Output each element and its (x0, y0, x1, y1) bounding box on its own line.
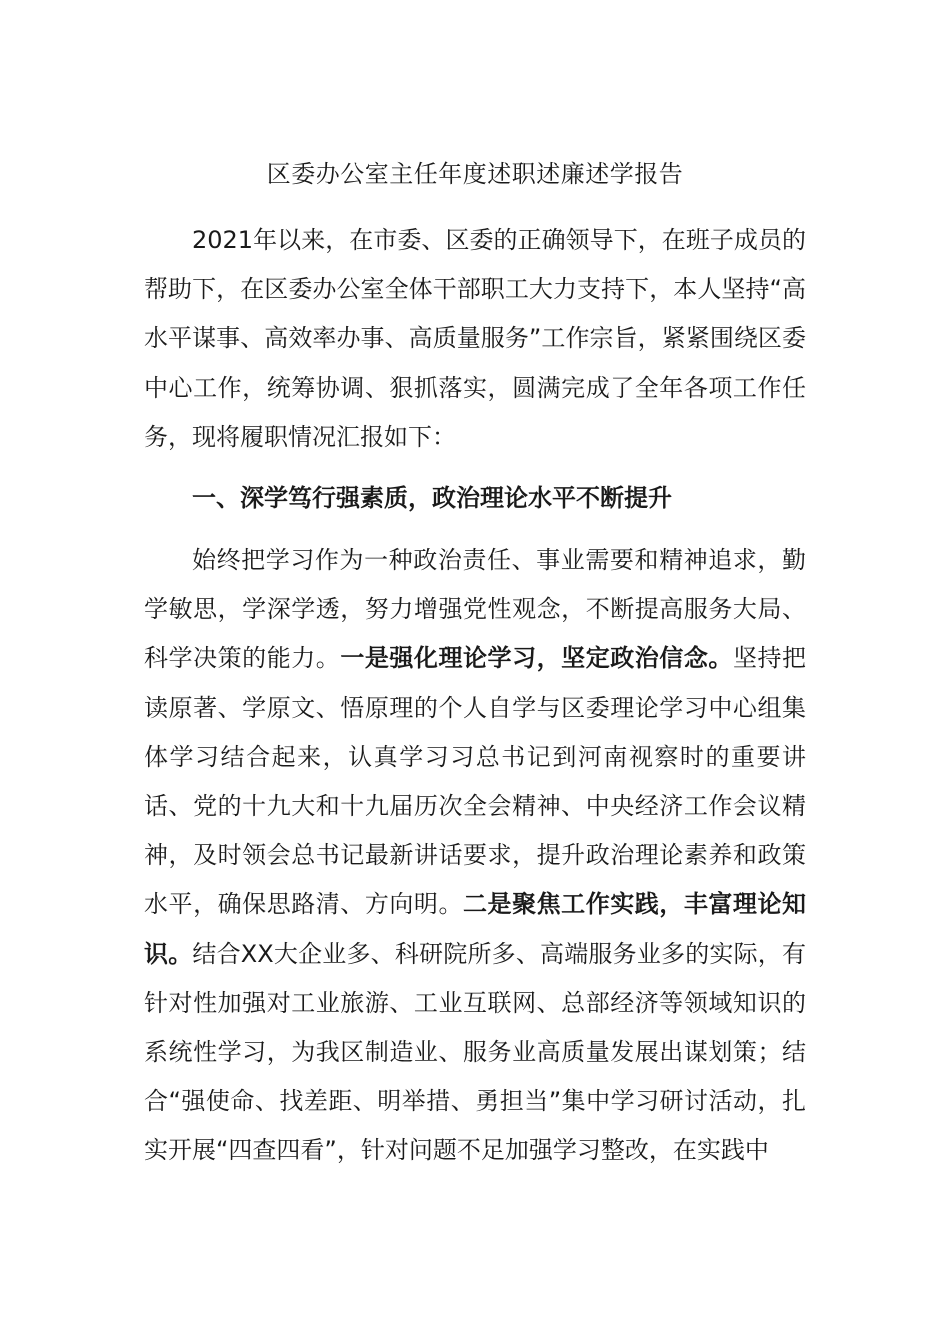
paragraph-text-end: 结合XX大企业多、科研院所多、高端服务业多的实际，有针对性加强对工业旅游、工业互联网、总部经济等领域知识的系统性学习，为我区制造业、服务业高质量发展出谋划策；结合“强使命、找差距、明举措、勇担当”集中学习研讨活动，扎实开展“四查四看”，针对问题不足加强学习整改，在实践中 (144, 939, 807, 1165)
bold-point-one: 一是强化理论学习，坚定政治信念。 (340, 644, 733, 673)
intro-paragraph-text: 2021年以来，在市委、区委的正确领导下，在班子成员的帮助下，在区委办公室全体干部职工大力支持下，本人坚持“高水平谋事、高效率办事、高质量服务”工作宗旨，紧紧围绕区委中心工作，统筹协调、狠抓落实，圆满完成了全年各项工作任务，现将履职情况汇报如下： (144, 226, 806, 451)
intro-paragraph (144, 216, 806, 462)
paragraph-text-start: 始终把学习作为一种政治责任、事业需要和精神追求，勤学敏思，学深学透，努力增强党性观念，不断提高服务大局、科学决策的能力。 (144, 546, 806, 673)
section-heading: 一、深学笃行强素质，政治理论水平不断提升 (192, 484, 672, 512)
section-paragraph-text (144, 536, 806, 1176)
bold-point-two: 二是聚焦工作实践，丰富理论知识。 (144, 890, 806, 968)
section-paragraph (144, 536, 806, 1176)
paragraph-text-middle: 坚持把读原著、学原文、悟原理的个人自学与区委理论学习中心组集体学习结合起来，认真学习习总书记到河南视察时的重要讲话、党的十九大和十九届历次全会精神、中央经济工作会议精神，及时领会总书记最新讲话要求，提升政治理论素养和政策水平，确保思路清、方向明。 (144, 644, 807, 919)
document-title: 区委办公室主任年度述职述廉述学报告 (266, 160, 684, 188)
